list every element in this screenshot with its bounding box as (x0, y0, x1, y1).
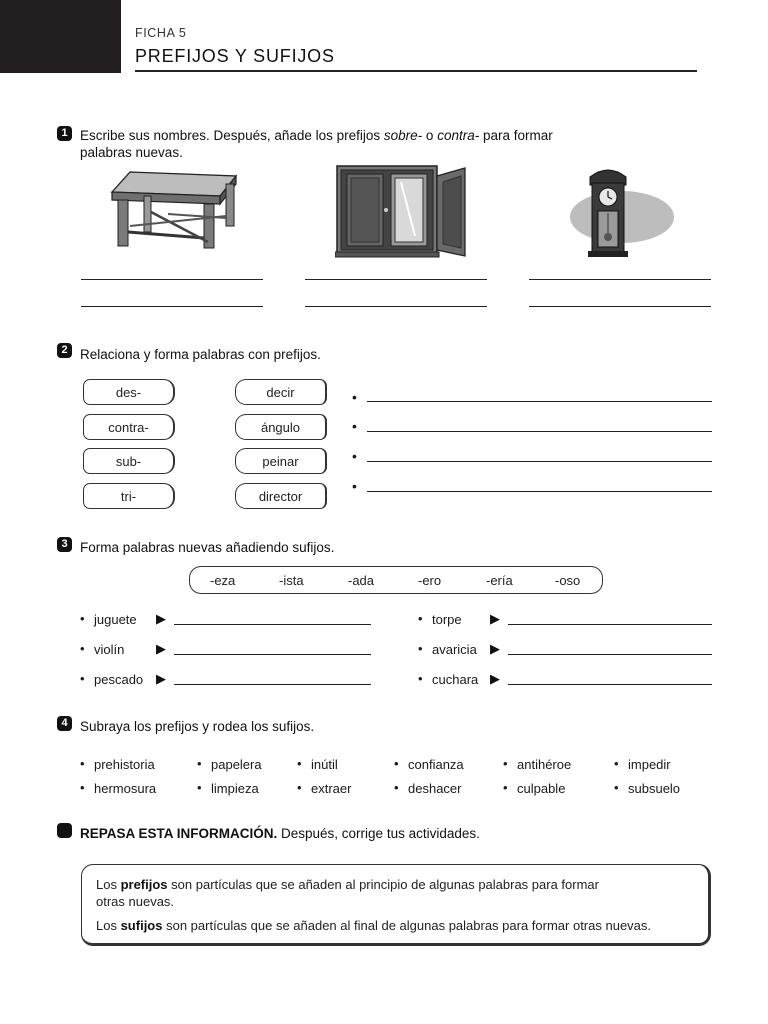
exercise-4-badge: 4 (57, 716, 72, 731)
answer-line-table-new-word[interactable] (81, 306, 263, 307)
prefix-card[interactable]: tri- (83, 483, 175, 509)
bullet: • (418, 671, 423, 686)
word-item[interactable]: limpieza (211, 781, 259, 796)
word-item[interactable]: impedir (628, 757, 671, 772)
answer-line-ex3[interactable] (508, 684, 712, 685)
info-suffixes (96, 917, 706, 934)
answer-line-table-name[interactable] (81, 279, 263, 280)
ex1-text-c: para formar (479, 128, 553, 143)
word-item[interactable]: prehistoria (94, 757, 155, 772)
worksheet-number: FICHA 5 (135, 26, 187, 40)
word-item[interactable]: antihéroe (517, 757, 572, 772)
base-word: torpe (432, 612, 462, 627)
bullet: • (614, 780, 619, 795)
answer-line-window-new-word[interactable] (305, 306, 487, 307)
exercise-1-badge: 1 (57, 126, 72, 141)
answer-line-ex3[interactable] (174, 684, 371, 685)
exercise-2-badge: 2 (57, 343, 72, 358)
ex1-text-b: o (422, 128, 438, 143)
info-prefixes (96, 876, 696, 910)
root-card[interactable]: decir (235, 379, 327, 405)
answer-line-ex2[interactable] (367, 431, 712, 432)
arrow-right-icon: ▶ (156, 611, 166, 626)
bullet: • (503, 780, 508, 795)
bullet: • (614, 756, 619, 771)
exercise-2-instruction: Relaciona y forma palabras con prefijos. (80, 347, 321, 362)
arrow-right-icon: ▶ (156, 641, 166, 656)
word-item[interactable]: inútil (311, 757, 338, 772)
root-card[interactable]: peinar (235, 448, 327, 474)
arrow-right-icon: ▶ (490, 671, 500, 686)
prefix-card[interactable]: des- (83, 379, 175, 405)
word-item[interactable]: culpable (517, 781, 566, 796)
root-card[interactable]: ángulo (235, 414, 327, 440)
arrow-right-icon: ▶ (490, 641, 500, 656)
exercise-3-badge: 3 (57, 537, 72, 552)
suffix-item: -ada (348, 573, 375, 588)
bullet: • (197, 780, 202, 795)
suffix-bank (189, 566, 603, 594)
prefix-card[interactable]: sub- (83, 448, 175, 474)
info-p1-b: son partículas que se añaden al principio de algunas palabras para formar (167, 877, 599, 892)
suffix-item: -ero (418, 573, 442, 588)
header-corner-block (0, 0, 121, 73)
info-p1-bold: prefijos (120, 877, 168, 892)
word-item[interactable]: papelera (211, 757, 262, 772)
base-word: avaricia (432, 642, 477, 657)
answer-line-ex3[interactable] (174, 654, 371, 655)
review-instruction (80, 825, 480, 842)
table-illustration (108, 166, 240, 250)
word-item[interactable]: extraer (311, 781, 352, 796)
bullet: • (394, 756, 399, 771)
word-item[interactable]: hermosura (94, 781, 157, 796)
word-item[interactable]: confianza (408, 757, 464, 772)
ex1-prefix-contra: contra- (437, 128, 480, 143)
answer-line-ex2[interactable] (367, 491, 712, 492)
clock-illustration (568, 163, 680, 259)
bullet: • (80, 611, 85, 626)
review-badge (57, 823, 72, 838)
suffix-item: -oso (555, 573, 581, 588)
bullet: • (80, 756, 85, 771)
arrow-right-icon: ▶ (156, 671, 166, 686)
answer-line-clock-name[interactable] (529, 279, 711, 280)
bullet: • (80, 671, 85, 686)
answer-line-ex3[interactable] (174, 624, 371, 625)
bullet: • (297, 780, 302, 795)
suffix-item: -ista (279, 573, 304, 588)
answer-line-ex2[interactable] (367, 461, 712, 462)
answer-line-ex3[interactable] (508, 624, 712, 625)
info-p2-a: Los (96, 918, 121, 933)
ex1-text-line2: palabras nuevas. (80, 145, 183, 160)
title-underline (135, 70, 697, 72)
prefix-card[interactable]: contra- (83, 414, 175, 440)
bullet: • (352, 389, 357, 405)
base-word: juguete (94, 612, 137, 627)
word-item[interactable]: deshacer (408, 781, 462, 796)
exercise-1-instruction (80, 127, 640, 161)
review-heading-rest: Después, corrige tus actividades. (277, 826, 480, 841)
exercise-3-instruction: Forma palabras nuevas añadiendo sufijos. (80, 540, 335, 555)
bullet: • (418, 611, 423, 626)
answer-line-window-name[interactable] (305, 279, 487, 280)
bullet: • (80, 780, 85, 795)
bullet: • (352, 478, 357, 494)
base-word: cuchara (432, 672, 479, 687)
info-box (81, 864, 711, 946)
page-title: PREFIJOS Y SUFIJOS (135, 46, 335, 66)
info-p1-a: Los (96, 877, 121, 892)
answer-line-ex3[interactable] (508, 654, 712, 655)
bullet: • (352, 418, 357, 434)
word-item[interactable]: subsuelo (628, 781, 681, 796)
base-word: violín (94, 642, 125, 657)
window-illustration (335, 162, 470, 258)
bullet: • (80, 641, 85, 656)
bullet: • (352, 448, 357, 464)
ex1-prefix-sobre: sobre- (383, 128, 423, 143)
info-p1-line2: otras nuevas. (96, 894, 175, 909)
arrow-right-icon: ▶ (490, 611, 500, 626)
bullet: • (297, 756, 302, 771)
bullet: • (418, 641, 423, 656)
ex1-text-a: Escribe sus nombres. Después, añade los prefijos (80, 128, 384, 143)
exercise-4-instruction: Subraya los prefijos y rodea los sufijos. (80, 719, 315, 734)
root-card[interactable]: director (235, 483, 327, 509)
suffix-item: -eza (210, 573, 236, 588)
info-p2-bold: sufijos (120, 918, 163, 933)
suffix-item: -ería (486, 573, 513, 588)
answer-line-ex2[interactable] (367, 401, 712, 402)
review-heading: REPASA ESTA INFORMACIÓN. (80, 826, 278, 841)
bullet: • (503, 756, 508, 771)
base-word: pescado (94, 672, 144, 687)
bullet: • (197, 756, 202, 771)
bullet: • (394, 780, 399, 795)
info-p2-b: son partículas que se añaden al final de algunas palabras para formar otras nuevas. (162, 918, 652, 933)
answer-line-clock-new-word[interactable] (529, 306, 711, 307)
